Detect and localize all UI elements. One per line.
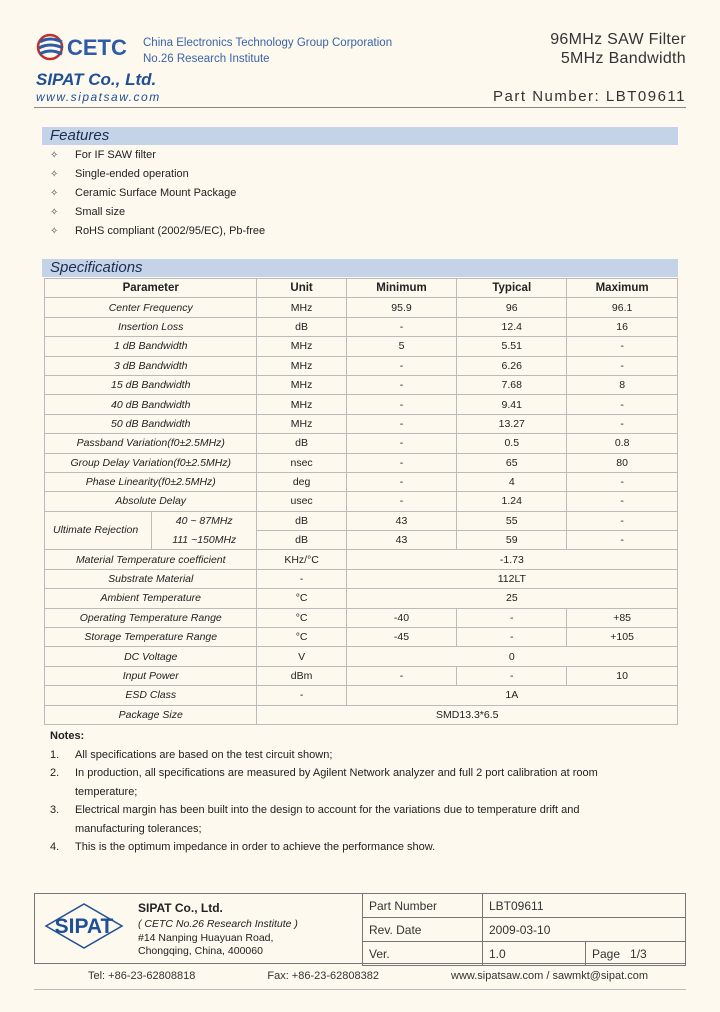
diamond-bullet-icon: ✧ (50, 207, 59, 218)
spec-cell: Substrate Material (45, 569, 257, 588)
rejection-subparam: 40 ~ 87MHz (151, 512, 256, 531)
spec-cell: 5.51 (457, 337, 567, 356)
spec-cell (45, 531, 257, 550)
spec-cell: 95.9 (346, 298, 457, 317)
product-line1: 96MHz SAW Filter (550, 31, 686, 48)
note-text: All specifications are based on the test circuit shown; (75, 748, 333, 761)
footer-rev-date: 2009-03-10 (483, 918, 686, 942)
footer-page (586, 942, 686, 966)
spec-row (45, 550, 678, 569)
spec-cell: 0.5 (457, 434, 567, 453)
spec-row (45, 472, 678, 491)
footer-rev-date-label: Rev. Date (363, 918, 483, 942)
spec-cell: 96 (457, 298, 567, 317)
spec-cell: 43 (346, 531, 457, 550)
footer-fax: Fax: +86-23-62808382 (267, 970, 379, 982)
spec-cell: dB (257, 434, 346, 453)
spec-cell: - (346, 434, 457, 453)
spec-cell: Material Temperature coefficient (45, 550, 257, 569)
spec-cell: MHz (257, 298, 346, 317)
spec-row (45, 647, 678, 666)
spec-cell: 50 dB Bandwidth (45, 414, 257, 433)
features-list (50, 146, 265, 241)
spec-cell: - (346, 356, 457, 375)
spec-cell: 96.1 (567, 298, 678, 317)
spec-cell: 40 dB Bandwidth (45, 395, 257, 414)
spec-cell: Center Frequency (45, 298, 257, 317)
spec-cell: -45 (346, 628, 457, 647)
diamond-bullet-icon: ✧ (50, 226, 59, 237)
feature-text: RoHS compliant (2002/95/EC), Pb-free (75, 225, 266, 237)
spec-cell: - (346, 472, 457, 491)
spec-cell: 3 dB Bandwidth (45, 356, 257, 375)
note-item (50, 764, 650, 801)
footer-institute: ( CETC No.26 Research Institute ) (138, 918, 298, 930)
note-text: Electrical margin has been built into the design to account for the variations due to temperature drift and manufacturing tolerances; (75, 804, 580, 835)
footer-address2: Chongqing, China, 400060 (138, 945, 263, 957)
footer-ver: 1.0 (483, 942, 586, 966)
note-number: 3. (50, 804, 60, 816)
spec-cell: usec (257, 492, 346, 511)
spec-row (45, 434, 678, 453)
part-number-label: Part Number: (493, 88, 601, 105)
footer-address1: #14 Nanping Huayuan Road, (138, 932, 274, 944)
spec-cell: - (567, 414, 678, 433)
footer-page-value: 1/3 (630, 946, 647, 961)
spec-cell: - (346, 666, 457, 685)
feature-text: For IF SAW filter (75, 149, 156, 161)
footer-info-table (362, 893, 686, 966)
footer-page-label: Page (592, 946, 621, 961)
spec-row (45, 356, 678, 375)
footer-web-email[interactable]: www.sipatsaw.com / sawmkt@sipat.com (451, 970, 648, 982)
part-number-value: LBT09611 (605, 88, 686, 105)
spec-cell: MHz (257, 395, 346, 414)
spec-cell: +105 (567, 628, 678, 647)
spec-cell: 6.26 (457, 356, 567, 375)
spec-cell: 12.4 (457, 317, 567, 336)
spec-cell: 13.27 (457, 414, 567, 433)
company-info (143, 35, 392, 67)
header-divider (34, 107, 686, 108)
spec-cell: dBm (257, 666, 346, 685)
rejection-subparam: 111 ~150MHz (151, 531, 256, 550)
feature-text: Small size (75, 206, 126, 218)
notes (50, 727, 650, 857)
spec-cell: ESD Class (45, 686, 257, 705)
note-number: 1. (50, 748, 60, 761)
footer-divider (34, 989, 686, 990)
sipat-name: SIPAT Co., Ltd. (36, 70, 157, 89)
spec-cell: - (457, 628, 567, 647)
note-text: In production, all specifications are measured by Agilent Network analyzer and full 2 port calibration at room temperature; (75, 767, 598, 798)
part-number-header (493, 88, 686, 105)
spec-row (45, 589, 678, 608)
sipat-logo (36, 898, 132, 954)
spec-cell: -40 (346, 608, 457, 627)
spec-cell: deg (257, 472, 346, 491)
spec-cell: KHz/°C (257, 550, 346, 569)
spec-cell: 15 dB Bandwidth (45, 375, 257, 394)
footer-ver-label: Ver. (363, 942, 483, 966)
company-line2: No.26 Research Institute (143, 53, 270, 65)
spec-cell: - (567, 511, 678, 530)
spec-cell: - (346, 395, 457, 414)
spec-table (44, 278, 678, 725)
website-link[interactable]: www.sipatsaw.com (36, 90, 161, 104)
spec-cell: Absolute Delay (45, 492, 257, 511)
spec-header-row (45, 279, 678, 298)
spec-row (45, 666, 678, 685)
spec-cell: 1A (346, 686, 677, 705)
header-maximum: Maximum (567, 279, 678, 298)
spec-cell: 1.24 (457, 492, 567, 511)
contact-line (88, 970, 648, 982)
spec-cell: 9.41 (457, 395, 567, 414)
spec-cell: nsec (257, 453, 346, 472)
spec-cell: - (567, 356, 678, 375)
header-unit: Unit (257, 279, 346, 298)
spec-cell: - (346, 414, 457, 433)
spec-cell: V (257, 647, 346, 666)
spec-cell: Package Size (45, 705, 257, 724)
spec-cell: 112LT (346, 569, 677, 588)
footer-part-number-label: Part Number (363, 894, 483, 918)
spec-cell: 65 (457, 453, 567, 472)
note-number: 2. (50, 767, 60, 779)
spec-cell: °C (257, 628, 346, 647)
header-parameter: Parameter (45, 279, 257, 298)
spec-row (45, 686, 678, 705)
spec-cell: 43 (346, 511, 457, 530)
spec-row (45, 569, 678, 588)
diamond-bullet-icon: ✧ (50, 188, 59, 199)
spec-cell: - (567, 472, 678, 491)
header-minimum: Minimum (346, 279, 457, 298)
sipat-logo-text: SIPAT (54, 915, 114, 938)
spec-row (45, 531, 678, 550)
spec-cell: dB (257, 511, 346, 530)
spec-cell: Storage Temperature Range (45, 628, 257, 647)
spec-cell: °C (257, 608, 346, 627)
company-line1: China Electronics Technology Group Corporation (143, 37, 393, 49)
product-line2: 5MHz Bandwidth (560, 50, 686, 67)
notes-title: Notes: (50, 730, 85, 742)
feature-text: Ceramic Surface Mount Package (75, 187, 237, 199)
spec-cell: °C (257, 589, 346, 608)
footer-company: SIPAT Co., Ltd. (138, 901, 223, 915)
spec-cell: +85 (567, 608, 678, 627)
spec-cell: 59 (457, 531, 567, 550)
feature-item (50, 184, 265, 203)
spec-cell: 8 (567, 375, 678, 394)
note-text: This is the optimum impedance in order to achieve the performance show. (75, 841, 436, 853)
note-item (50, 746, 650, 765)
spec-cell: 16 (567, 317, 678, 336)
spec-row (45, 395, 678, 414)
note-item (50, 838, 650, 857)
spec-cell: - (567, 492, 678, 511)
spec-cell: - (346, 317, 457, 336)
spec-cell: - (457, 666, 567, 685)
spec-cell: - (457, 608, 567, 627)
features-title: Features (42, 127, 678, 145)
spec-cell: 80 (567, 453, 678, 472)
spec-cell: 1 dB Bandwidth (45, 337, 257, 356)
spec-cell: 10 (567, 666, 678, 685)
spec-cell: Phase Linearity(f0±2.5MHz) (45, 472, 257, 491)
diamond-bullet-icon: ✧ (50, 150, 59, 161)
spec-row (45, 414, 678, 433)
spec-row (45, 298, 678, 317)
spec-cell: - (346, 453, 457, 472)
spec-cell: 0.8 (567, 434, 678, 453)
feature-text: Single-ended operation (75, 168, 189, 180)
spec-cell: - (346, 375, 457, 394)
spec-cell: Operating Temperature Range (45, 608, 257, 627)
spec-cell: - (257, 686, 346, 705)
note-item (50, 801, 650, 838)
rejection-label: Ultimate Rejection (53, 523, 139, 536)
spec-cell: dB (257, 531, 346, 550)
spec-cell: Passband Variation(f0±2.5MHz) (45, 434, 257, 453)
spec-row (45, 628, 678, 647)
spec-cell: - (567, 337, 678, 356)
product-title (550, 30, 686, 68)
spec-cell: 4 (457, 472, 567, 491)
footer-part-number: LBT09611 (483, 894, 686, 918)
feature-item (50, 146, 265, 165)
spec-cell: 7.68 (457, 375, 567, 394)
spec-row (45, 453, 678, 472)
spec-row (45, 492, 678, 511)
cetc-logo-text: CETC (67, 35, 127, 60)
spec-cell: Group Delay Variation(f0±2.5MHz) (45, 453, 257, 472)
feature-item (50, 165, 265, 184)
spec-cell: MHz (257, 337, 346, 356)
spec-cell: Insertion Loss (45, 317, 257, 336)
spec-row (45, 337, 678, 356)
spec-cell: SMD13.3*6.5 (257, 705, 678, 724)
spec-cell (45, 511, 257, 536)
spec-row (45, 317, 678, 336)
spec-row (45, 375, 678, 394)
note-number: 4. (50, 841, 60, 853)
spec-cell: - (346, 492, 457, 511)
spec-cell: DC Voltage (45, 647, 257, 666)
spec-cell: Input Power (45, 666, 257, 685)
header-typical: Typical (457, 279, 567, 298)
spec-cell: MHz (257, 356, 346, 375)
spec-cell: - (567, 531, 678, 550)
spec-cell: 55 (457, 511, 567, 530)
spec-cell: Ambient Temperature (45, 589, 257, 608)
spec-cell: - (567, 395, 678, 414)
spec-cell: -1.73 (346, 550, 677, 569)
feature-item (50, 203, 265, 222)
footer-tel: Tel: +86-23-62808818 (88, 970, 196, 982)
diamond-bullet-icon: ✧ (50, 169, 59, 180)
spec-cell: 5 (346, 337, 457, 356)
spec-cell: 0 (346, 647, 677, 666)
spec-cell: - (257, 569, 346, 588)
spec-cell: MHz (257, 414, 346, 433)
spec-row (45, 511, 678, 530)
specifications-title: Specifications (42, 259, 678, 277)
feature-item (50, 222, 265, 241)
spec-cell: MHz (257, 375, 346, 394)
cetc-logo (36, 30, 136, 64)
spec-cell: 25 (346, 589, 677, 608)
spec-cell: dB (257, 317, 346, 336)
spec-row (45, 705, 678, 724)
spec-row (45, 608, 678, 627)
